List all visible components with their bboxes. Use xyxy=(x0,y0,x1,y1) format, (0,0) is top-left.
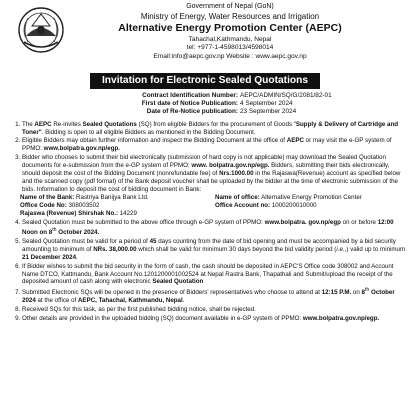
list-item: 3. Bidder who chooses to submit their bid electronically (submission of hard copy is not applicable) may download the Sealed Quotation documents for e-submission from the e-GP system of PPMO: www. bolpatra.gov.np/egp. Bidders, submitting their bids electronically, should deposit the cost of the Bidding Document (nonrefundable fee) of Nrs.1000.00 in the Rajaswa(Revenue) account as specified below and the scanned copy (pdf format) of the Bank deposit voucher shall be uploaded by the bidder at the time of electronic submission of the bids. Information to deposit the cost of bidding document in Bank: Name of the Bank: Rastriya Banijya Bank Ltd. Name of office: Alternative Energy Promotion Center Office Code No: 308003502 Office Account no: 1000200010000 Rajaswa (Revenue) Shirshak No.: 14229 xyxy=(22,154,406,218)
list-item: 7. Submitted Electronic SQs will be opened in the presence of Bidders' representatives who choose to attend at 12:15 P.M. on 8th October 2024 at the office of AEPC, Tahachal, Kathmandu, Nepal. xyxy=(22,287,406,305)
organization-name: Alternative Energy Promotion Center (AEPC) xyxy=(118,22,342,35)
office-account: Office Account no: 1000200010000 xyxy=(215,201,317,209)
egp-link[interactable]: www. bolpatra.gov.np/egp. xyxy=(191,162,270,170)
meta-label: Date of Re-Notice publication: xyxy=(146,108,238,116)
list-item: 2. Eligible Bidders may obtain further information and inspect the Bidding Document at the office of AEPC or may visit the e-GP system of PPMO: www.bolpatra.gov.np/egp. xyxy=(22,137,406,153)
meta-row xyxy=(74,92,406,100)
list-item: 1. The AEPC Re-invites Sealed Quotations (SQ) from eligible Bidders for the procurement of Goods "Supply & Delivery of Cartridge and Toner". Bidding is open to all eligible Bidders as mentioned in the Bidding Document. xyxy=(22,121,406,137)
list-item: 5. Sealed Quotation must be valid for a period of 45 days counting from the date of bid opening and must be accompanied by a bid security amounting to minimum of NRs. 38,000.00 which shall be valid for minimum 30 days beyond the bid validity period (i.e.,) valid up to minimum 21 December 2024. xyxy=(22,238,406,262)
meta-value: 4 September 2024 xyxy=(240,100,293,108)
bank-details xyxy=(20,194,406,218)
egp-link[interactable]: www.bolpatra.gov.np/egp. xyxy=(302,315,380,323)
meta-value: 23 September 2024 xyxy=(240,108,297,116)
office-code: Office Code No: 308003502 xyxy=(20,201,100,209)
meta-label: Contract Identification Number: xyxy=(142,92,238,100)
list-item: 9. Other details are provided in the uploaded bidding (SQ) document available in e-GP system of PPMO: www.bolpatra.gov.np/egp. xyxy=(22,315,406,323)
bank-name: Name of the Bank: Rastriya Banijya Bank Ltd. xyxy=(20,194,149,202)
rajaswa-number: Rajaswa (Revenue) Shirshak No.: 14229 xyxy=(20,209,137,217)
notice-title: Invitation for Electronic Sealed Quotations xyxy=(90,73,320,89)
egp-link[interactable]: www.bolpatra. gov.np/egp xyxy=(264,218,341,226)
office-name: Name of office: Alternative Energy Promotion Center xyxy=(215,194,362,202)
organization-address: Tahachal,Kathmandu, Nepal xyxy=(188,35,272,43)
letterhead-text xyxy=(64,3,396,61)
meta-label: First date of Notice Publication: xyxy=(141,100,238,108)
meta-row xyxy=(74,108,406,116)
egp-link[interactable]: www.bolpatra.gov.np/egp. xyxy=(43,145,120,153)
letterhead xyxy=(4,3,406,71)
government-name: Government of Nepal (GoN) xyxy=(186,3,274,10)
notice-meta xyxy=(74,92,406,117)
list-item: 4. Sealed Quotation must be submitted to the above office through e-GP system of PPMO: www.bolpatra. gov.np/egp on or before 12:00 Noon on 8th October 2024. xyxy=(22,219,406,237)
notice-items xyxy=(4,121,406,324)
meta-value: AEPC/ADMIN/SQ/G/2081/82-01 xyxy=(240,92,332,100)
nepal-government-emblem-icon xyxy=(16,6,66,54)
meta-row xyxy=(74,100,406,108)
list-item: 6. If Bidder wishes to submit the bid security in the form of cash, the cash should be deposited in AEPC'S Office code 308002 and Account Name DTCO, Kattmandu, Bank Account No.1201200001002524 at Nepal Rastra Bank, Thapathali and Submit/upload the receipt of the deposited amount of cash along with electronic Sealed Quotation xyxy=(22,263,406,287)
organization-telephone: tel: +977-1-4598013/4598014 xyxy=(186,44,274,52)
list-item: 8. Received SQs for this task, as per the first published bidding notice, shall be rejected. xyxy=(22,306,406,314)
organization-contact: Email:info@aepc.gov.np Website : www.aepc.gov.np xyxy=(153,52,307,60)
ministry-name: Ministry of Energy, Water Resources and Irrigation xyxy=(140,11,320,21)
